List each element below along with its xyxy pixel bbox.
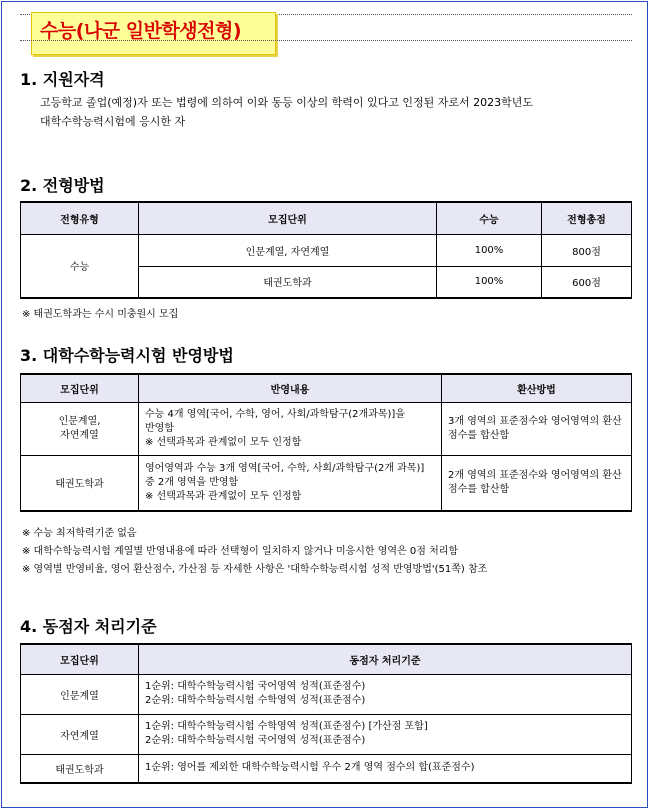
content-cell bbox=[139, 455, 442, 511]
title-divider bbox=[20, 40, 632, 41]
header-type: 전형유형 bbox=[21, 202, 139, 234]
unit-cell: 인문계열, 자연계열 bbox=[139, 234, 437, 266]
section-4-heading: 4. 동점자 처리기준 bbox=[20, 617, 157, 636]
content-line-3: ※ 선택과목과 관계없이 모두 인정함 bbox=[145, 490, 302, 502]
unit-line-1: 인문계열, bbox=[58, 415, 101, 427]
table-row bbox=[21, 402, 632, 455]
criteria-line-2: 2순위: 대학수학능력시험 국어영역 성적(표준점수) bbox=[145, 735, 366, 746]
unit-cell: 태권도학과 bbox=[21, 754, 139, 783]
eligibility-line-1: 고등학교 졸업(예정)자 또는 법령에 의하여 이와 동등 이상의 학력이 있다고 인정된 자로서 2023학년도 bbox=[40, 96, 533, 109]
criteria-line-2: 2순위: 대학수학능력시험 수학영역 성적(표준점수) bbox=[145, 695, 366, 706]
csat-reflection-table bbox=[20, 373, 632, 512]
content-line-2: 중 2개 영역을 반영함 bbox=[145, 476, 239, 488]
selection-method-table bbox=[20, 201, 632, 299]
method-line-1: 3개 영역의 표준점수와 영어영역의 환산 bbox=[448, 415, 622, 427]
criteria-line-1: 1순위: 대학수학능력시험 국어영역 성적(표준점수) bbox=[145, 681, 366, 692]
header-unit: 모집단위 bbox=[139, 202, 437, 234]
method-cell bbox=[442, 402, 632, 455]
method-line-1: 2개 영역의 표준점수와 영어영역의 환산 bbox=[448, 469, 622, 481]
content-line-2: 반영함 bbox=[145, 422, 174, 434]
unit-cell: 태권도학과 bbox=[21, 455, 139, 511]
eligibility-line-2: 대학수학능력시험에 응시한 자 bbox=[40, 115, 186, 128]
header-unit: 모집단위 bbox=[21, 374, 139, 402]
unit-cell: 인문계열 bbox=[21, 674, 139, 714]
table-row bbox=[21, 234, 632, 266]
header-suneung: 수능 bbox=[437, 202, 542, 234]
header-method: 환산방법 bbox=[442, 374, 632, 402]
tiebreak-table bbox=[20, 643, 632, 784]
content-line-3: ※ 선택과목과 관계없이 모두 인정함 bbox=[145, 436, 302, 448]
page-title: 수능(나군 일반학생전형) bbox=[40, 20, 242, 42]
sec3-note-3: ※ 영역별 반영비율, 영어 환산점수, 가산점 등 자세한 사항은 '대학수학능력시험 성적 반영방법'(51쪽) 참조 bbox=[22, 564, 488, 575]
suneung-cell: 100% bbox=[437, 266, 542, 298]
table-row bbox=[21, 455, 632, 511]
criteria-cell bbox=[139, 714, 632, 754]
section-3-heading: 3. 대학수학능력시험 반영방법 bbox=[20, 346, 234, 365]
sec3-note-2: ※ 대학수학능력시험 계열별 반영내용에 따라 선택형이 일치하지 않거나 미응시한 영역은 0점 처리함 bbox=[22, 546, 459, 557]
table-row bbox=[21, 714, 632, 754]
criteria-cell: 1순위: 영어를 제외한 대학수학능력시험 우수 2개 영역 점수의 합(표준점수) bbox=[139, 754, 632, 783]
header-criteria: 동점자 처리기준 bbox=[139, 644, 632, 674]
unit-cell: 태권도학과 bbox=[139, 266, 437, 298]
header-total: 전형총점 bbox=[542, 202, 632, 234]
table-row bbox=[21, 674, 632, 714]
total-cell: 800점 bbox=[542, 234, 632, 266]
method-line-2: 점수를 합산함 bbox=[448, 429, 510, 441]
header-content: 반영내용 bbox=[139, 374, 442, 402]
table-row bbox=[21, 754, 632, 783]
section-2-heading: 2. 전형방법 bbox=[20, 176, 105, 195]
content-line-1: 수능 4개 영역[국어, 수학, 영어, 사회/과학탐구(2개과목)]을 bbox=[145, 408, 405, 420]
criteria-cell bbox=[139, 674, 632, 714]
unit-cell bbox=[21, 402, 139, 455]
unit-cell: 자연계열 bbox=[21, 714, 139, 754]
suneung-cell: 100% bbox=[437, 234, 542, 266]
criteria-line-1: 1순위: 대학수학능력시험 수학영역 성적(표준점수) [가산점 포함] bbox=[145, 721, 428, 732]
sec3-note-1: ※ 수능 최저학력기준 없음 bbox=[22, 528, 137, 539]
content-line-1: 영어영역과 수능 3개 영역[국어, 수학, 사회/과학탐구(2개 과목)] bbox=[145, 462, 425, 474]
type-cell: 수능 bbox=[21, 234, 139, 298]
unit-line-2: 자연계열 bbox=[60, 429, 99, 441]
content-cell bbox=[139, 402, 442, 455]
section-1-heading: 1. 지원자격 bbox=[20, 70, 105, 89]
header-unit: 모집단위 bbox=[21, 644, 139, 674]
method-line-2: 점수를 합산함 bbox=[448, 483, 510, 495]
method-cell bbox=[442, 455, 632, 511]
sec2-note: ※ 태권도학과는 수시 미충원시 모집 bbox=[22, 309, 179, 320]
total-cell: 600점 bbox=[542, 266, 632, 298]
